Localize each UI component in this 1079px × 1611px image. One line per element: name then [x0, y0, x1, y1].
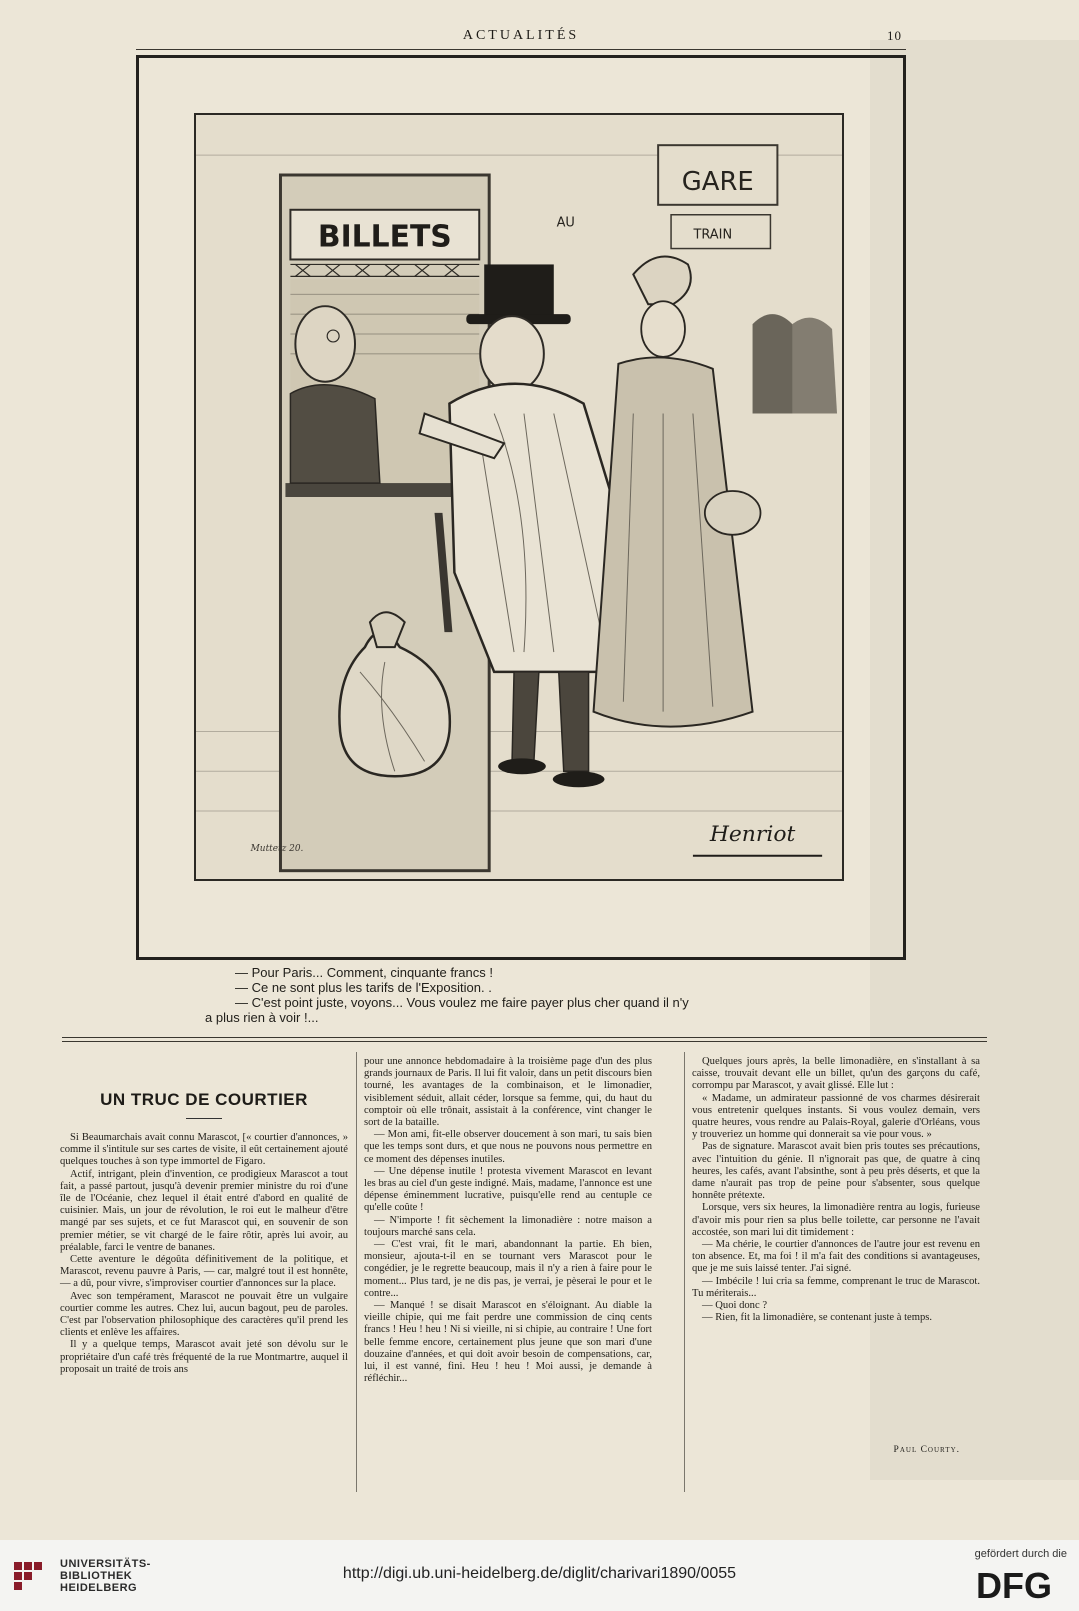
- page-header: [136, 22, 906, 48]
- paragraph: Lorsque, vers six heures, la limonadière rentra au logis, furieuse d'avoir mis pour rien sa plus belle toilette, car personne ne l'avait accostée, son mari lui dit timidement :: [692, 1202, 980, 1238]
- paragraph: — Ma chérie, le courtier d'annonces de l'autre jour est revenu en ton absence. Et, ma foi ! il m'a fait des conditions si avantageuses, que je me suis laissé tenter. J'ai signé.: [692, 1239, 980, 1275]
- paragraph: — Imbécile ! lui cria sa femme, comprenant le truc de Marascot. Tu mériterais...: [692, 1275, 980, 1299]
- illustration-caption: [205, 965, 865, 1025]
- paragraph: « Madame, un admirateur passionné de vos charmes désirerait vous entretenir quelques instants. Si vous voulez demain, vers quatre heures, vous rendre au Palais-Royal, galerie d'Orléans, vous y trouveriez un homme qui donnerait sa vie pour vous. »: [692, 1092, 980, 1141]
- paragraph: Cette aventure le dégoûta définitivement de la politique, et Marascot, revenu pauvre à Paris, — car, malgré tout il est honnête, — a dû, pour vivre, s'improviser courtier d'annonces sur la place.: [60, 1254, 348, 1290]
- paragraph: — Mon ami, fit-elle observer doucement à son mari, tu sais bien que les temps sont durs, et que nous ne pouvons nous permettre en ce moment des dépenses inutiles.: [364, 1129, 652, 1165]
- article-title: UN TRUC DE COURTIER: [100, 1090, 308, 1109]
- paragraph: — Quoi donc ?: [702, 1300, 768, 1312]
- caption-line: a plus rien à voir !...: [205, 1010, 319, 1025]
- page-number: 10: [887, 28, 902, 43]
- article-column-2: [364, 1056, 652, 1385]
- paragraph: Il y a quelque temps, Marascot avait jeté son dévolu sur le propriétaire d'un café très fréquenté de la rue Montmartre, auquel il proposait un traité de trois ans: [60, 1339, 348, 1375]
- caption-line: — Pour Paris... Comment, cinquante francs !: [235, 965, 493, 980]
- section-divider: [62, 1037, 987, 1038]
- paragraph: — Une dépense inutile ! protesta vivement Marascot en levant les bras au ciel d'un geste indigné. Mais, madame, l'annonce est une dépense éminemment lucrative, puisqu'elle rend au centuple ce qu'elle coûte !: [364, 1165, 652, 1214]
- article-column-3: [692, 1056, 980, 1324]
- engraving-drawing: [196, 115, 842, 879]
- funding-note: gefördert durch die: [974, 1548, 1067, 1560]
- column-rule: [684, 1052, 685, 1492]
- caption-line: — C'est point juste, voyons... Vous voulez me faire payer plus cher quand il n'y: [235, 995, 689, 1010]
- paragraph: Actif, intrigant, plein d'invention, ce prodigieux Marascot a tout fait, a passé partout, jusqu'à devenir premier ministre du roi d'une île de l'Océanie, chez lequel il était entré d'abord en qualité de cuisinier. Mais, un jour de révolution, le roi eut le malheur d'être mangé par ses sujets, et ce fut Marascot qui, en souvenir de son premier métier, se vit chargé de le faire rôtir, après lui avoir, au préalable, farci le ventre de bananes.: [60, 1168, 348, 1253]
- institution-name: UNIVERSITÄTS- BIBLIOTHEK HEIDELBERG: [60, 1558, 151, 1594]
- paragraph: Quelques jours après, la belle limonadière, en s'installant à sa caisse, trouvait devant elle un billet, qu'un des garçons du café, corrompu par Marascot, y avait glissé. Elle lut :: [692, 1056, 980, 1092]
- column-rule: [356, 1052, 357, 1492]
- section-divider: [62, 1041, 987, 1042]
- paragraph: — Rien, fit la limonadière, se contenant juste à temps.: [702, 1312, 933, 1324]
- title-rule: [186, 1118, 222, 1119]
- paragraph: — Manqué ! se disait Marascot en s'éloignant. Au diable la vieille chipie, qui me fait perdre une commission de cinq cents francs ! Heu ! heu ! Ni si vieille, ni si chipie, au contraire ! Une fort belle femme encore, certainement plus jeune que son mari d'une douzaine d'années, et qui doit avoir besoin de compensations, car, lui, il est vanné, fini. Heu ! heu ! Moi aussi, je demande à réfléchir...: [364, 1300, 652, 1385]
- paragraph: — N'importe ! fit sèchement la limonadière : notre maison a toujours marché sans cela.: [364, 1214, 652, 1238]
- section-title: ACTUALITÉS: [462, 28, 580, 43]
- caption-line: — Ce ne sont plus les tarifs de l'Exposition. .: [235, 980, 492, 995]
- article-column-1: [60, 1132, 348, 1376]
- paragraph: pour une annonce hebdomadaire à la troisième page d'un des plus grands journaux de Paris. Il lui fit valoir, dans un petit discours bien tourné, les avantages de la combinaison, et le limonadier, visiblement séduit, allait céder, lorsque sa femme, qui, du haut du comptoir où elle trônait, assistait à la conférence, vint changer le sort de la bataille.: [364, 1056, 652, 1129]
- artist-signature: Henriot: [709, 821, 796, 847]
- sign-billets: BILLETS: [317, 219, 452, 255]
- dfg-logo-icon: [962, 1562, 1067, 1604]
- author-signature: Paul Courty.: [893, 1445, 960, 1455]
- sign-au: AU: [556, 215, 575, 231]
- digitization-footer: [0, 1540, 1079, 1611]
- paragraph: Avec son tempérament, Marascot ne pouvait être un vulgaire courtier comme les autres. Chez lui, aucun bagout, peu de paroles. C'est par l'observation philosophique des caractères qu'il prend les clients et enlève les affaires.: [60, 1290, 348, 1339]
- sign-gare: GARE: [681, 166, 754, 197]
- sign-train: TRAIN: [693, 227, 733, 243]
- svg-text:DFG: DFG: [976, 1565, 1052, 1604]
- illustration: [194, 113, 844, 881]
- engraver-mark: Muttetz 20.: [250, 843, 304, 854]
- header-rule: [136, 49, 906, 50]
- paragraph: Pas de signature. Marascot avait bien pris toutes ses précautions, avec l'intuition du génie. Il n'ignorait pas que, de quatre à cinq heures, les cafés, avant l'absinthe, sont à peu près déserts, et que la dame n'aurait pas trop de peine pour s'absenter, sous quelque honnête prétexte.: [692, 1141, 980, 1202]
- source-url-link[interactable]: http://digi.ub.uni-heidelberg.de/diglit/charivari1890/0055: [342, 1565, 737, 1582]
- paragraph: Si Beaumarchais avait connu Marascot, [« courtier d'annonces, » comme il s'intitule sur ses cartes de visite, il eût certainement ajouté quelques touches à son type immortel de Figaro.: [60, 1132, 348, 1168]
- paragraph: — C'est vrai, fit le mari, abandonnant la partie. Eh bien, monsieur, ajouta-t-il en se tournant vers Marascot pour le congédier, je le regrette beaucoup, mais il n'y a rien à faire pour le moment... Plus tard, je ne dis pas, je verrai, je pèserai le pour et le contre...: [364, 1239, 652, 1299]
